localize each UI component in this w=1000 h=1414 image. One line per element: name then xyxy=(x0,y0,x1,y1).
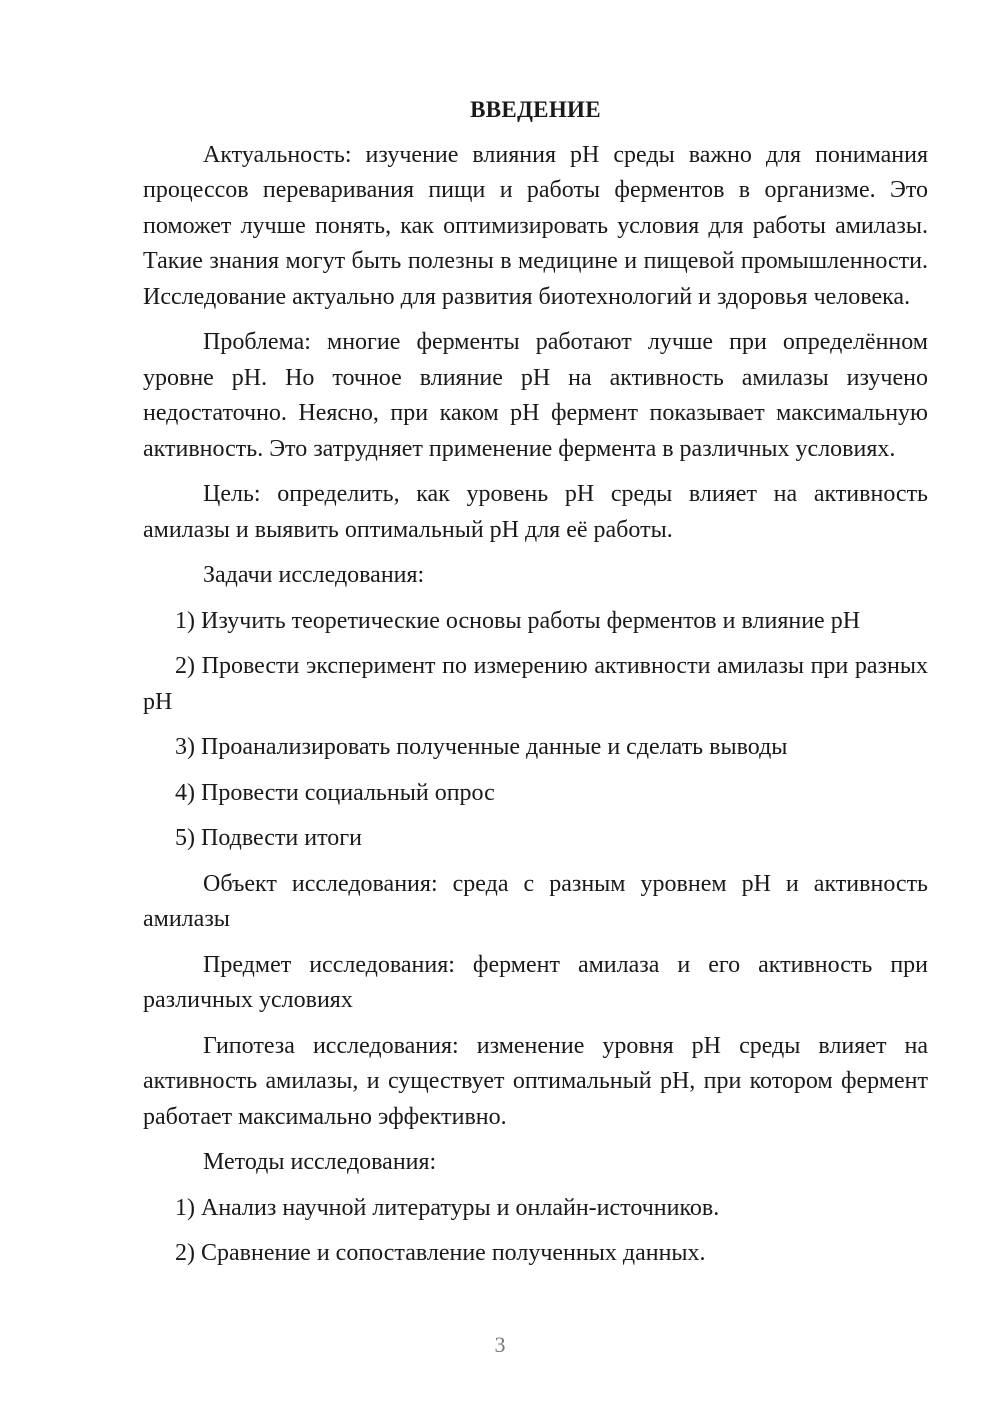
tasks-label: Задачи исследования: xyxy=(203,562,425,588)
object-paragraph: Объект исследования: среда с разным уровнем pH и активность амилазы xyxy=(143,870,928,932)
task-item-3: 3) Проанализировать полученные данные и сделать выводы xyxy=(175,734,788,760)
method-item-1: 1) Анализ научной литературы и онлайн-источников. xyxy=(175,1194,720,1221)
task-item-1: 1) Изучить теоретические основы работы ферментов и влияние pH xyxy=(175,607,861,634)
relevance-paragraph: Актуальность: изучение влияния pH среды важно для понимания процессов переваривания пищи и работы ферментов в организме. Это поможет лучше понять, как оптимизировать условия для работы амилазы. Такие знания могут быть полезны в медицине и пищевой промышленности. Исследование актуально для развития биотехнологий и здоровья человека. xyxy=(143,141,928,310)
subject-paragraph: Предмет исследования: фермент амилаза и его активность при различных условиях xyxy=(143,951,928,1013)
task-item-4: 4) Провести социальный опрос xyxy=(175,779,495,806)
task-item-2: 2) Провести эксперимент по измерению активности амилазы при разных pH xyxy=(143,653,928,715)
problem-paragraph: Проблема: многие ферменты работают лучше при определённом уровне pH. Но точное влияние pH на активность амилазы изучено недостаточно. Неясно, при каком pH фермент показывает максимальную активность. Это затрудняет применение фермента в различных условиях. xyxy=(143,329,928,462)
method-item-2: 2) Сравнение и сопоставление полученных данных. xyxy=(175,1240,706,1266)
goal-paragraph: Цель: определить, как уровень pH среды влияет на активность амилазы и выявить оптимальный pH для её работы. xyxy=(143,481,928,543)
hypothesis-paragraph: Гипотеза исследования: изменение уровня pH среды влияет на активность амилазы, и существует оптимальный pH, при котором фермент работает максимально эффективно. xyxy=(143,1032,928,1130)
page-number: 3 xyxy=(494,1332,506,1357)
methods-label: Методы исследования: xyxy=(203,1149,437,1175)
document-page xyxy=(143,92,928,1282)
section-heading: ВВЕДЕНИЕ xyxy=(470,97,601,122)
task-item-5: 5) Подвести итоги xyxy=(175,825,362,851)
